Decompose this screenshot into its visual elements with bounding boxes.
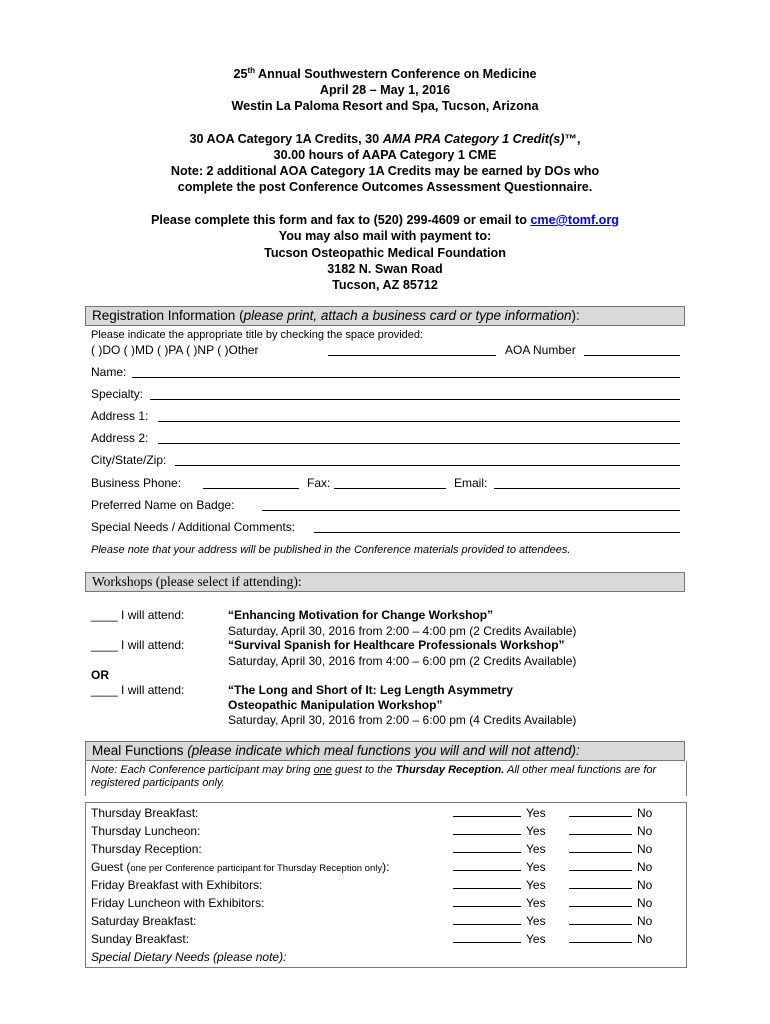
meals-box-left	[85, 761, 86, 796]
meal-row-guest: Guest (one per Conference participant for Thursday Reception only): Yes No	[91, 860, 653, 874]
workshop1-time: Saturday, April 30, 2016 from 2:00 – 4:00 pm (2 Credits Available)	[228, 624, 577, 638]
yes-field[interactable]	[453, 942, 521, 943]
note-line-2: complete the post Conference Outcomes Assessment Questionnaire.	[177, 180, 593, 194]
aapa-credits: 30.00 hours of AAPA Category 1 CME	[273, 148, 497, 162]
yes-field[interactable]	[453, 906, 521, 907]
workshop1-attend[interactable]: ____ I will attend:	[91, 608, 185, 622]
badge-name-field[interactable]	[262, 510, 680, 511]
no-field[interactable]	[569, 870, 632, 871]
fax-instructions: Please complete this form and fax to (520) 299-4609 or email to cme@tomf.org	[151, 213, 619, 227]
workshop2-title: “Survival Spanish for Healthcare Professionals Workshop”	[228, 638, 565, 652]
meals-note-2: registered participants only.	[91, 777, 225, 789]
aoa-number-field[interactable]	[584, 355, 680, 356]
business-phone-field[interactable]	[203, 488, 299, 489]
workshop3-title-2: Osteopathic Manipulation Workshop”	[228, 698, 443, 712]
meals-box-right	[686, 761, 687, 796]
address2-field[interactable]	[158, 443, 680, 444]
meal-row-friday-breakfast: Friday Breakfast with Exhibitors: Yes No	[91, 878, 653, 892]
yes-field[interactable]	[453, 852, 521, 853]
meal-row-sunday-breakfast: Sunday Breakfast: Yes No	[91, 932, 653, 946]
no-field[interactable]	[569, 906, 632, 907]
badge-name-label: Preferred Name on Badge:	[91, 498, 235, 512]
aoa-number-label: AOA Number	[505, 343, 576, 357]
other-title-field[interactable]	[328, 355, 496, 356]
special-needs-label: Special Needs / Additional Comments:	[91, 520, 296, 534]
address1-label: Address 1:	[91, 409, 149, 423]
workshop3-time: Saturday, April 30, 2016 from 2:00 – 6:00 pm (4 Credits Available)	[228, 713, 577, 727]
email-field[interactable]	[494, 488, 680, 489]
org-city: Tucson, AZ 85712	[332, 278, 438, 292]
workshop3-attend[interactable]: ____ I will attend:	[91, 683, 185, 697]
conference-venue: Westin La Paloma Resort and Spa, Tucson, Arizona	[231, 99, 539, 113]
specialty-field[interactable]	[150, 399, 680, 400]
org-street: 3182 N. Swan Road	[327, 262, 443, 276]
meal-row-thursday-breakfast: Thursday Breakfast: Yes No	[91, 806, 653, 820]
workshop3-title-1: “The Long and Short of It: Leg Length Asymmetry	[228, 683, 513, 697]
registration-heading: Registration Information (please print, attach a business card or type information):	[85, 306, 685, 326]
special-dietary-needs[interactable]: Special Dietary Needs (please note):	[91, 950, 287, 964]
meals-heading: Meal Functions (please indicate which meal functions you will and will not attend):	[85, 741, 685, 761]
no-field[interactable]	[569, 852, 632, 853]
yes-field[interactable]	[453, 816, 521, 817]
credits-line: 30 AOA Category 1A Credits, 30 AMA PRA Category 1 Credit(s)™,	[189, 132, 581, 146]
fax-field[interactable]	[334, 488, 446, 489]
no-field[interactable]	[569, 942, 632, 943]
workshop2-attend[interactable]: ____ I will attend:	[91, 638, 185, 652]
workshop2-time: Saturday, April 30, 2016 from 4:00 – 6:00 pm (2 Credits Available)	[228, 654, 577, 668]
yes-field[interactable]	[453, 888, 521, 889]
yes-field[interactable]	[453, 870, 521, 871]
business-phone-label: Business Phone:	[91, 476, 182, 490]
city-state-zip-label: City/State/Zip:	[91, 453, 167, 467]
no-field[interactable]	[569, 834, 632, 835]
workshop1-title: “Enhancing Motivation for Change Workshop”	[228, 608, 494, 622]
meals-note-1: Note: Each Conference participant may bring one guest to the Thursday Reception. All other meal functions are for	[91, 764, 657, 776]
note-line-1: Note: 2 additional AOA Category 1A Credits may be earned by DOs who	[170, 164, 600, 178]
name-label: Name:	[91, 365, 127, 379]
email-link[interactable]: cme@tomf.org	[530, 213, 619, 227]
email-label: Email:	[454, 476, 488, 490]
no-field[interactable]	[569, 888, 632, 889]
city-state-zip-field[interactable]	[175, 465, 680, 466]
address-publish-note: Please note that your address will be published in the Conference materials provided to attendees.	[91, 544, 571, 556]
no-field[interactable]	[569, 924, 632, 925]
title-checkboxes[interactable]: ( )DO ( )MD ( )PA ( )NP ( )Other	[91, 343, 259, 357]
no-field[interactable]	[569, 816, 632, 817]
specialty-label: Specialty:	[91, 387, 144, 401]
or-label: OR	[91, 668, 109, 682]
meal-row-friday-luncheon: Friday Luncheon with Exhibitors: Yes No	[91, 896, 653, 910]
address2-label: Address 2:	[91, 431, 149, 445]
conference-title: 25th Annual Southwestern Conference on Medicine	[233, 65, 537, 81]
yes-field[interactable]	[453, 834, 521, 835]
meal-row-thursday-luncheon: Thursday Luncheon: Yes No	[91, 824, 653, 838]
address1-field[interactable]	[158, 421, 680, 422]
yes-field[interactable]	[453, 924, 521, 925]
mail-instructions: You may also mail with payment to:	[278, 229, 492, 243]
name-field[interactable]	[132, 377, 680, 378]
special-needs-field[interactable]	[314, 532, 680, 533]
meal-row-saturday-breakfast: Saturday Breakfast: Yes No	[91, 914, 653, 928]
meal-row-thursday-reception: Thursday Reception: Yes No	[91, 842, 653, 856]
title-instruction: Please indicate the appropriate title by checking the space provided:	[91, 329, 424, 341]
org-name: Tucson Osteopathic Medical Foundation	[264, 246, 506, 260]
workshops-heading: Workshops (please select if attending):	[85, 572, 685, 592]
conference-dates: April 28 – May 1, 2016	[319, 83, 451, 97]
fax-label: Fax:	[307, 476, 331, 490]
